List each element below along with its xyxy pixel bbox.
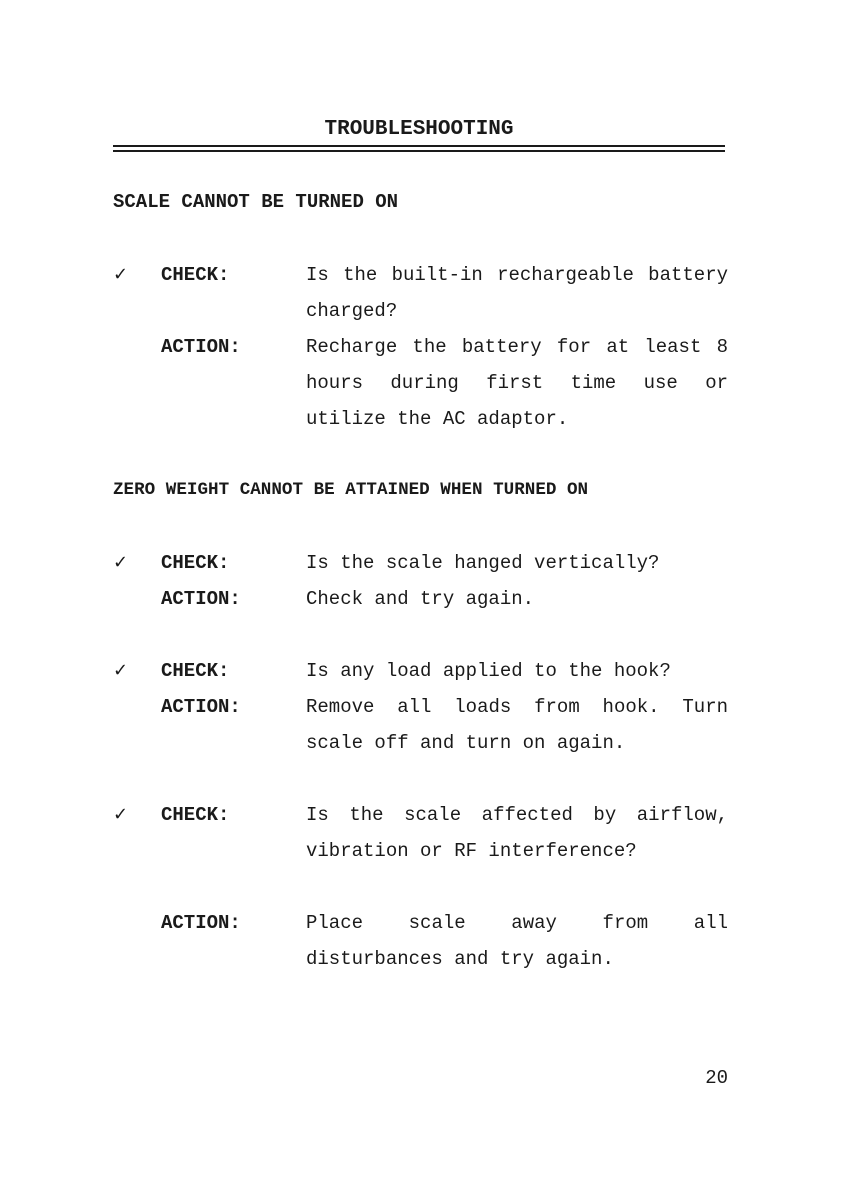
check-text: Is the scale affected by airflow, vibration or RF interference? bbox=[306, 804, 728, 862]
section-heading-scale-cannot-turn-on: SCALE CANNOT BE TURNED ON bbox=[113, 191, 399, 213]
checkmark-icon: ✓ bbox=[113, 660, 129, 681]
section-heading-zero-weight: ZERO WEIGHT CANNOT BE ATTAINED WHEN TURNED ON bbox=[113, 480, 589, 500]
action-text: Recharge the battery for at least 8 hours during first time use or utilize the AC adaptor. bbox=[306, 336, 728, 430]
action-label: ACTION: bbox=[161, 696, 241, 718]
check-label: CHECK: bbox=[161, 804, 230, 826]
action-label: ACTION: bbox=[161, 336, 241, 358]
page-number: 20 bbox=[705, 1067, 728, 1089]
action-text: Remove all loads from hook. Turn scale off and turn on again. bbox=[306, 696, 728, 754]
checkmark-icon: ✓ bbox=[113, 264, 129, 285]
title-underline-top bbox=[113, 145, 725, 147]
title-underline-bottom bbox=[113, 150, 725, 152]
check-text: Is any load applied to the hook? bbox=[306, 660, 671, 682]
action-label: ACTION: bbox=[161, 912, 241, 934]
action-text: Place scale away from all disturbances and try again. bbox=[306, 912, 728, 970]
page-title: TROUBLESHOOTING bbox=[324, 118, 514, 141]
checkmark-icon: ✓ bbox=[113, 552, 129, 573]
check-label: CHECK: bbox=[161, 264, 230, 286]
action-text: Check and try again. bbox=[306, 588, 535, 610]
check-text: Is the built-in rechargeable battery charged? bbox=[306, 264, 728, 322]
check-text: Is the scale hanged vertically? bbox=[306, 552, 660, 574]
check-label: CHECK: bbox=[161, 660, 230, 682]
checkmark-icon: ✓ bbox=[113, 804, 129, 825]
action-label: ACTION: bbox=[161, 588, 241, 610]
check-label: CHECK: bbox=[161, 552, 230, 574]
